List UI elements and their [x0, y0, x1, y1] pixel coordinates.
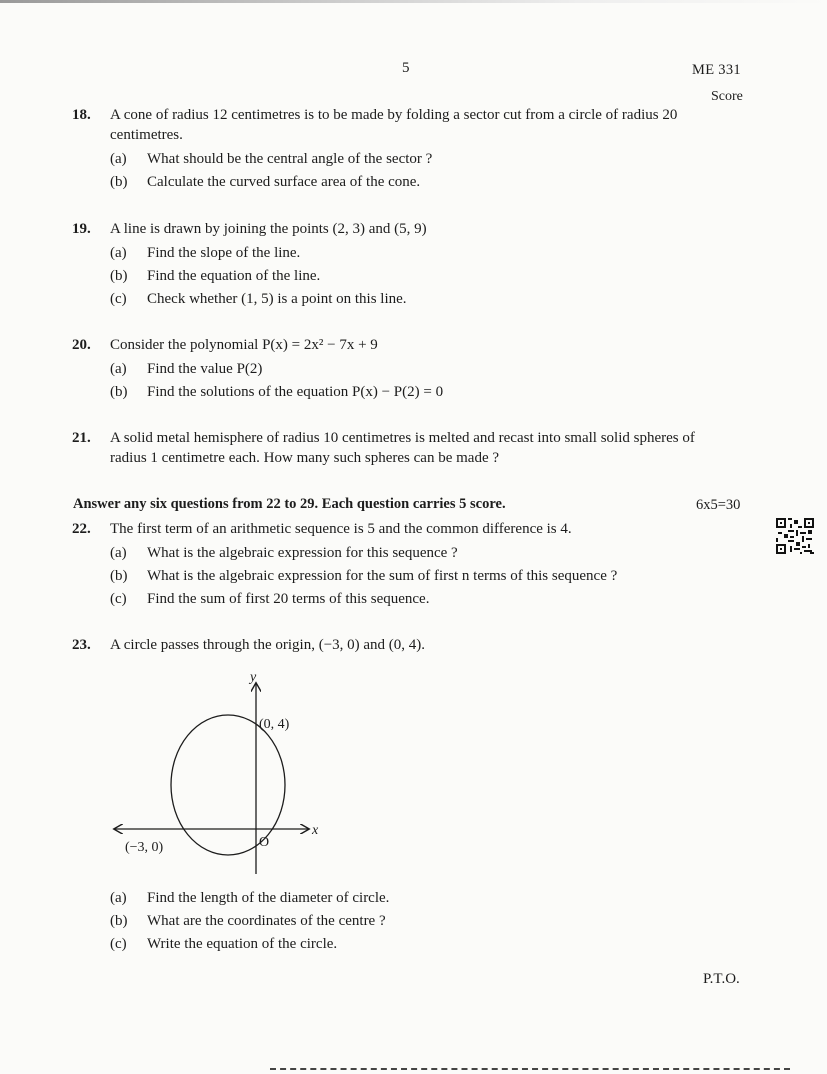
- question-parts: [110, 542, 732, 611]
- question-part: [110, 171, 732, 194]
- part-label: (a): [110, 151, 127, 167]
- scan-top-edge: [0, 0, 827, 3]
- question-part: [110, 910, 732, 933]
- point-label-left: (−3, 0): [125, 840, 164, 855]
- question-part: [110, 288, 732, 311]
- question-parts: [110, 148, 732, 194]
- point-label-top: (0, 4): [259, 717, 290, 732]
- section-marks: 6x5=30: [696, 497, 741, 513]
- part-label: (a): [110, 545, 127, 561]
- part-label: (a): [110, 245, 127, 261]
- part-label: (c): [110, 936, 127, 952]
- circle-diagram: [100, 668, 340, 888]
- qr-code-icon: [776, 518, 814, 554]
- part-text: Check whether (1, 5) is a point on this line.: [147, 291, 407, 307]
- question-number: 18.: [72, 107, 91, 123]
- scan-bottom-edge: [270, 1068, 790, 1074]
- question-21: [72, 428, 732, 468]
- part-text: Find the slope of the line.: [147, 245, 301, 261]
- question-number: 19.: [72, 221, 91, 237]
- question-part: [110, 381, 732, 404]
- question-20: [72, 335, 732, 404]
- page-number: 5: [402, 60, 410, 76]
- question-part: [110, 588, 732, 611]
- question-22: [72, 519, 732, 611]
- paper-code: ME 331: [692, 62, 741, 78]
- part-label: (b): [110, 268, 128, 284]
- part-text: Find the length of the diameter of circle.: [147, 890, 390, 906]
- y-axis-label: y: [250, 670, 257, 685]
- part-text: Write the equation of the circle.: [147, 936, 338, 952]
- question-part: [110, 542, 732, 565]
- please-turn-over: P.T.O.: [703, 971, 740, 987]
- part-label: (b): [110, 913, 128, 929]
- question-parts: [110, 242, 732, 311]
- question-stem: A line is drawn by joining the points (2, 3) and (5, 9): [110, 221, 427, 237]
- question-stem: The first term of an arithmetic sequence is 5 and the common difference is 4.: [110, 521, 572, 537]
- circle: [171, 715, 285, 855]
- part-label: (b): [110, 384, 128, 400]
- part-text: Find the sum of first 20 terms of this sequence.: [147, 591, 430, 607]
- part-text: Find the equation of the line.: [147, 268, 321, 284]
- question-19: [72, 219, 732, 311]
- question-part: [110, 265, 732, 288]
- section-instruction: Answer any six questions from 22 to 29. Each question carries 5 score.: [73, 496, 506, 512]
- question-stem: A solid metal hemisphere of radius 10 centimetres is melted and recast into small solid spheres of radius 1 centimetre each. How many such spheres can be made ?: [110, 430, 695, 466]
- origin-label: O: [259, 835, 270, 850]
- question-number: 20.: [72, 337, 91, 353]
- question-stem: Consider the polynomial P(x) = 2x² − 7x + 9: [110, 337, 378, 353]
- question-number: 21.: [72, 430, 91, 446]
- part-label: (a): [110, 361, 127, 377]
- question-part: [110, 887, 732, 910]
- part-text: What is the algebraic expression for the sum of first n terms of this sequence ?: [147, 568, 618, 584]
- question-stem: A cone of radius 12 centimetres is to be made by folding a sector cut from a circle of radius 20 centimetres.: [110, 107, 678, 143]
- part-text: What are the coordinates of the centre ?: [147, 913, 386, 929]
- question-number: 23.: [72, 637, 91, 653]
- x-axis-label: x: [312, 823, 319, 838]
- question-stem: A circle passes through the origin, (−3, 0) and (0, 4).: [110, 637, 426, 653]
- question-part: [110, 933, 732, 956]
- question-part: [110, 565, 732, 588]
- part-label: (b): [110, 174, 128, 190]
- question-part: [110, 242, 732, 265]
- part-label: (a): [110, 890, 127, 906]
- question-23: [72, 635, 732, 655]
- part-label: (c): [110, 591, 127, 607]
- question-part: [110, 358, 732, 381]
- question-23-parts: [72, 884, 732, 956]
- part-text: Find the solutions of the equation P(x) − P(2) = 0: [147, 384, 444, 400]
- question-parts: [110, 358, 732, 404]
- question-18: [72, 105, 732, 194]
- part-label: (b): [110, 568, 128, 584]
- question-number: 22.: [72, 521, 91, 537]
- part-label: (c): [110, 291, 127, 307]
- question-part: [110, 148, 732, 171]
- score-column-label: Score: [711, 89, 743, 104]
- part-text: What should be the central angle of the sector ?: [147, 151, 433, 167]
- part-text: Calculate the curved surface area of the cone.: [147, 174, 421, 190]
- part-text: What is the algebraic expression for this sequence ?: [147, 545, 458, 561]
- question-parts: [110, 887, 732, 956]
- part-text: Find the value P(2): [147, 361, 263, 377]
